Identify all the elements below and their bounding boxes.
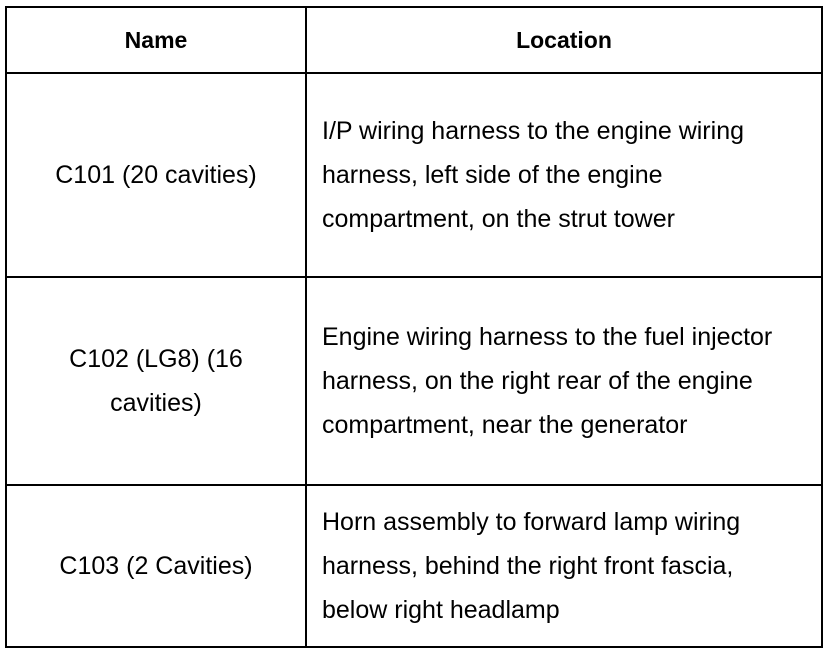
connector-location-cell: I/P wiring harness to the engine wiring harness, left side of the engine compartment, on the strut tower [306,73,822,277]
table-row [6,485,822,647]
name-column-header: Name [6,7,306,73]
connector-name-cell: C103 (2 Cavities) [6,485,306,647]
location-column-header: Location [306,7,822,73]
connector-location-cell: Engine wiring harness to the fuel injector harness, on the right rear of the engine compartment, near the generator [306,277,822,485]
table-row [6,73,822,277]
table-body [6,73,822,647]
connector-location-cell: Horn assembly to forward lamp wiring harness, behind the right front fascia, below right headlamp [306,485,822,647]
connector-name-cell: C102 (LG8) (16 cavities) [6,277,306,485]
header-row [6,7,822,73]
table-row [6,277,822,485]
connector-location-table [5,6,823,648]
table-header [6,7,822,73]
connector-name-cell: C101 (20 cavities) [6,73,306,277]
